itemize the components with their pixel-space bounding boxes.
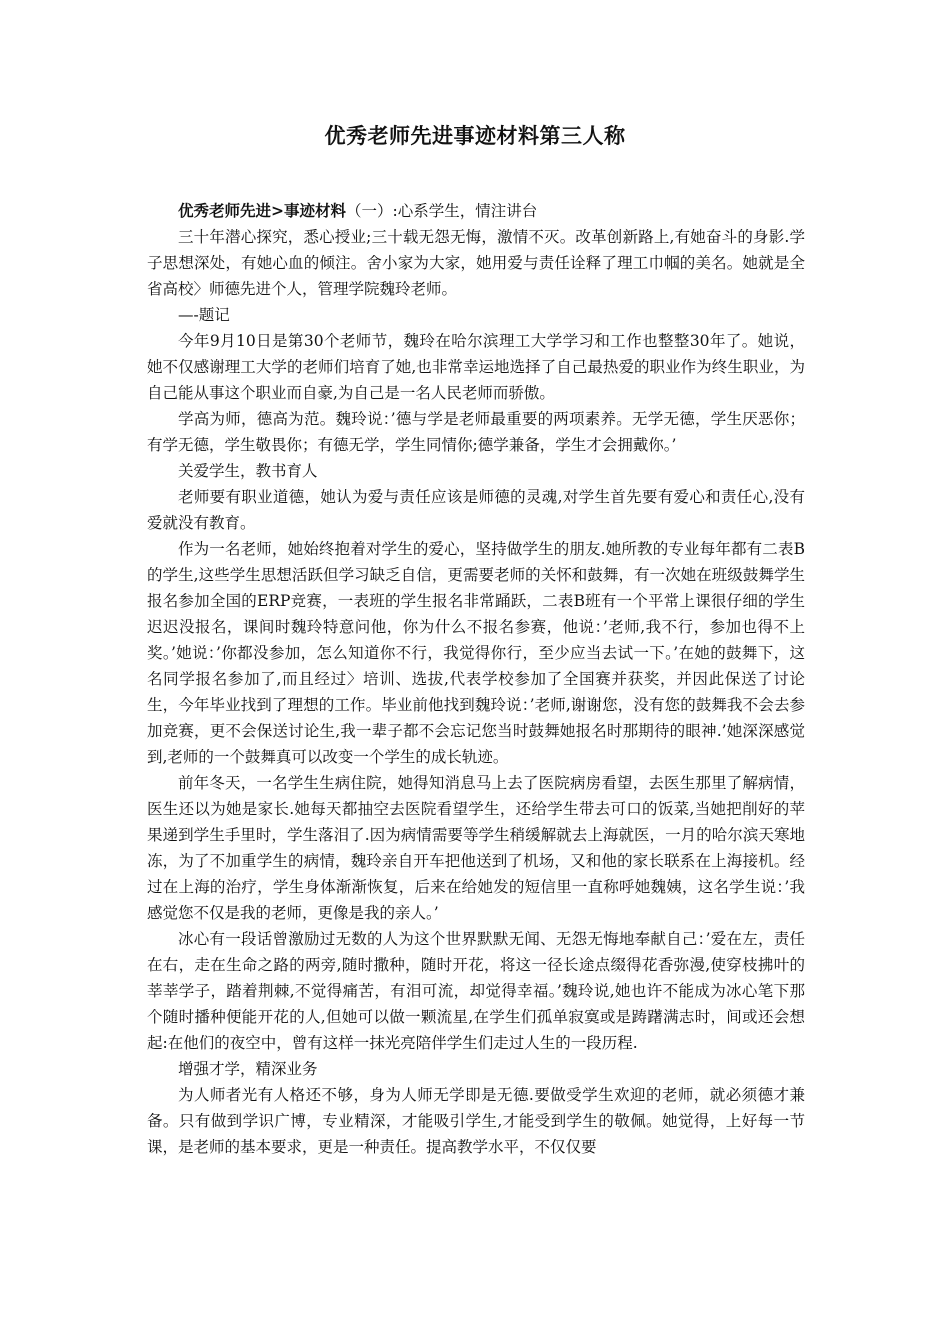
section-heading: 增强才学，精深业务 xyxy=(178,1060,318,1078)
paragraph: 冰心有一段话曾激励过无数的人为这个世界默默无闻、无怨无悔地奉献自己：’爱在左，责任在右，走在生命之路的两旁,随时撒种，随时开花，将这一径长途点缀得花香弥漫,使穿枝拂叶的莘莘学子，踏着荆棘,不觉得痛苦，有泪可流，却觉得幸福。’魏玲说,她也许不能成为冰心笔下那个随时播种便能开花的人,但她可以做一颗流星,在学生们孤单寂寞或是踌躇满志时，间或还会想起:在他们的夜空中，曾有这样一抹光亮陪伴学生们走过人生的一段历程. xyxy=(147,930,805,1052)
paragraph: 作为一名老师，她始终抱着对学生的爱心，坚持做学生的朋友.她所教的专业每年都有二表B的学生,这些学生思想活跃但学习缺乏自信，更需要老师的关怀和鼓舞，有一次她在班级鼓舞学生报名参加全国的ERP竞赛，一表班的学生报名非常踊跃，二表B班有一个平常上课很仔细的学生迟迟没报名，课间时魏玲特意问他，你为什么不报名参赛，他说：’老师,我不行，参加也得不上奖。’她说：’你都没参加，怎么知道你不行，我觉得你行，至少应当去试一下。’在她的鼓舞下，这名同学报名参加了,而且经过〉培训、选拔,代表学校参加了全国赛并获奖，并因此保送了讨论生，今年毕业找到了理想的工作。毕业前他找到魏玲说：’老师,谢谢您，没有您的鼓舞我不会去参加竞赛，更不会保送讨论生,我一辈子都不会忘记您当时鼓舞她报名时那期待的眼神.’她深深感觉到,老师的一个鼓舞真可以改变一个学生的成长轨迹。 xyxy=(147,540,805,766)
subtitle-bold: 优秀老师先进>事迹材料 xyxy=(178,201,346,220)
document-body xyxy=(147,198,805,1160)
section-heading: 关爱学生，教书育人 xyxy=(178,462,318,480)
paragraph: 三十年潜心探究，悉心授业;三十载无怨无悔，激情不灭。改革创新路上,有她奋斗的身影.学子思想深处，有她心血的倾注。舍小家为大家，她用爱与责任诠释了理工巾帼的美名。她就是全省高校〉师德先进个人，管理学院魏玲老师。 xyxy=(147,228,805,298)
document-title: 优秀老师先进事迹材料第三人称 xyxy=(324,123,626,148)
paragraph: 老师要有职业道德，她认为爱与责任应该是师德的灵魂,对学生首先要有爱心和责任心,没有爱就没有教育。 xyxy=(147,488,805,532)
paragraph: 学高为师，德高为范。魏玲说：’德与学是老师最重要的两项素养。无学无德，学生厌恶你；有学无德，学生敬畏你；有德无学，学生同情你;德学兼备，学生才会拥戴你。’ xyxy=(147,410,805,454)
paragraph: 今年9月10日是第30个老师节，魏玲在哈尔滨理工大学学习和工作也整整30年了。她说，她不仅感谢理工大学的老师们培育了她,也非常幸运地选择了自己最热爱的职业作为终生职业，为自己能从事这个职业而自豪,为自己是一名人民老师而骄傲。 xyxy=(147,332,805,402)
paragraph: 前年冬天，一名学生生病住院，她得知消息马上去了医院病房看望，去医生那里了解病情，医生还以为她是家长.她每天都抽空去医院看望学生，还给学生带去可口的饭菜,当她把削好的苹果递到学生手里时，学生落泪了.因为病情需要等学生稍缓解就去上海就医，一月的哈尔滨天寒地冻，为了不加重学生的病情，魏玲亲自开车把他送到了机场，又和他的家长联系在上海接机。经过在上海的治疗，学生身体渐渐恢复，后来在给她发的短信里一直称呼她魏姨，这名学生说：’我感觉您不仅是我的老师，更像是我的亲人。’ xyxy=(147,774,805,922)
section-subtitle xyxy=(147,198,805,224)
paragraph: 为人师者光有人格还不够，身为人师无学即是无德.要做受学生欢迎的老师，就必须德才兼备。只有做到学识广博，专业精深，才能吸引学生,才能受到学生的敬佩。她觉得，上好每一节课，是老师的基本要求，更是一种责任。提高教学水平，不仅仅要 xyxy=(147,1086,805,1156)
subtitle-rest: （一）:心系学生，情注讲台 xyxy=(346,202,538,220)
paragraph: —-题记 xyxy=(178,306,230,324)
